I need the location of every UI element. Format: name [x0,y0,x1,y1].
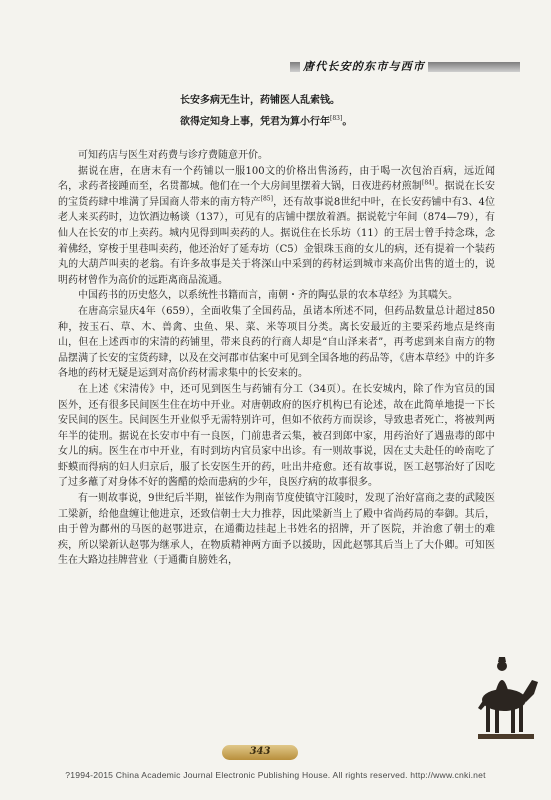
poem-line-1: 长安多病无生计，药铺医人乱索钱。 [180,95,340,106]
paragraph-text: 在上述《宋清传》中，还可见到医生与药铺有分工（34页）。在长安城内，除了作为官员的国医外，还有很多民间医生住在坊中开业。对唐朝政府的医疗机构已有论述，故在此简单地提一下长安民间的医生。民间医生开业似乎无需特别许可，但如不依药方而误诊，导致患者死亡，将被判两年半的徒刑。据说在长安市中有一良医，门前患者云集，被召到郎中家，用药治好了遇蛊毒的郎中女儿的病。医生在市中开业，有时到坊内官员家中出诊。有一则故事说，因在丈夫赴任的岭南吃了虾蟆而得病的妇人归京后，服了长安医生开的药，吐出井疮愈。还有故事说，医工赵鄂治好了因吃了过多蘸了对身体不好的酱醋的烩而患病的少年，良医疗病的故事很多。 [58,383,495,489]
paragraph-text: 有一则故事说，9世纪后半期，崔铉作为荆南节度使镇守江陵时，发现了治好富商之妻的武陵医工梁新，给他盘缠让他进京，还致信朝士大力推荐，因此梁新当上了殿中省尚药局的奉御。其后，由于曾为鄜州的马医的赵鄂进京，在通衢边挂起上书姓名的招牌，开了医院，并治愈了朝士的难疾，所以梁新认赵鄂为继承人，在物质精神两方面予以援助，因此赵鄂其后当上了大仆卿。可知医生在大路边挂牌营业（于通衢自膀姓名， [58,493,495,567]
running-title: 唐代长安的东市与西市 [300,61,428,73]
paragraph [58,382,495,491]
paragraph-text: 据说在唐，在唐末有一个药铺以一服100文的价格出售汤药，由于喝一次包治百病，远近闻名，求药者接踵而至，名贯都城。他们在一个大房间里摆着大锅，日夜进药材煎制 [58,165,495,193]
paragraph [58,148,495,164]
paragraph-text: 。据说在长安的宝货药肆中堆满了异国商人带来的南方特产 [58,181,496,208]
copyright-footer: ?1994-2015 China Academic Journal Electronic Publishing House. All rights reserved. http://www.cnki.net [65,770,486,780]
paragraph-text: ，还有故事说8世纪中叶，在长安药铺中有3、4位老人来买药时，边饮酒边畅谈（137），可见有的店铺中摆放着酒。据说乾宁年间（874—79），有仙人在长安的市上卖药。城内见得到叫卖药的人。据说住在长乐坊（11）的王居士曾手持念珠，念着佛经，穿梭于里巷叫卖药，他还治好了延寿坊（C5）金银珠玉商的女儿的病，还有提着一个装药丸的大葫芦叫卖的老翁。有许多故事是关于将深山中采到的药材运到城市来高价出售的道士的，说明药材曾作为高价的远距离商品流通。 [58,196,496,286]
horse-rider-icon [468,648,540,744]
body-text [58,148,495,569]
paragraph-text: 可知药店与医生对药费与诊疗费随意开价。 [78,150,268,161]
paragraph-text: 在唐高宗显庆4年（659），全面收集了全国药品，虽诸本所述不同，但药品数量总计超过850种，按玉石、草、木、兽禽、虫鱼、果、菜、米等项目分类。离长安最近的主要采药地点是终南山，但在上述西市的宋清的药铺里，带来良药的行商人却是“自山泽来者”，再考虑到来自南方的物品摆满了长安的宝货药肆，以及在交河郡市估案中可见到全国各地的药品等，《唐本草经》中的许多各地的药材无疑是运到对高价药材需求集中的长安来的。 [58,305,495,380]
poem-line-2-text: 欲得定知身上事，凭君为算小行年 [180,116,330,128]
poem-line-2-end: 。 [342,116,353,128]
citation-ref: [85] [260,195,273,203]
citation-ref: [84] [422,179,435,187]
paragraph [58,164,495,289]
paragraph [58,288,495,304]
poem-line-2 [180,112,480,128]
paragraph [58,304,495,382]
page-number: 343 [249,746,271,757]
paragraph [58,491,495,569]
citation-ref: [83] [330,115,343,122]
paragraph-text: 中国药书的历史悠久，以系统性书籍而言，南朝・齐的陶弘景的农本草经》为其嚆矢。 [78,290,458,302]
